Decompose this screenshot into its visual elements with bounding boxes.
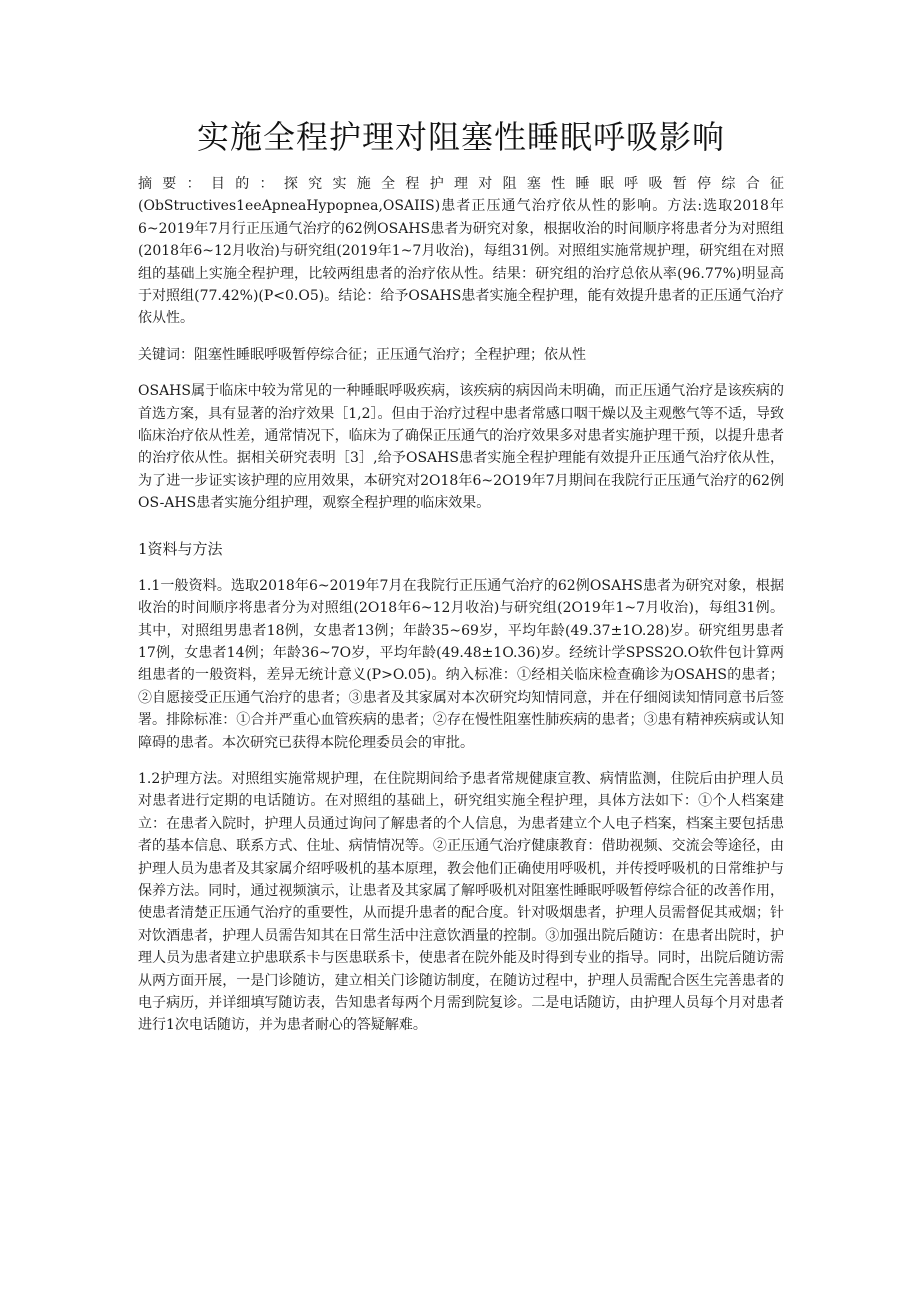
abstract-paragraph: 摘要：目的：探究实施全程护理对阻塞性睡眠呼吸暂停综合征(ObStructives1eeApneaHypopnea,OSAIIS)患者正压通气治疗依从性的影响。方法:选取2018年6~2019年7月行正压通气治疗的62例OSAHS患者为研究对象，根据收治的时间顺序将患者分为对照组(2018年6~12月收治)与研究组(2019年1~7月收治)，每组31例。对照组实施常规护理，研究组在对照组的基础上实施全程护理，比较两组患者的治疗依从性。结果：研究组的治疗总依从率(96.77%)明显高于对照组(77.42%)(P<0.O5)。结论：给予OSAHS患者实施全程护理，能有效提升患者的正压通气治疗依从性。 bbox=[138, 176, 784, 327]
intro-paragraph: OSAHS属于临床中较为常见的一种睡眠呼吸疾病，该疾病的病因尚未明确，而正压通气治疗是该疾病的首选方案，具有显著的治疗效果［1,2］。但由于治疗过程中患者常感口咽干燥以及主观憋气等不适，导致临床治疗依从性差，通常情况下，临床为了确保正压通气的治疗效果多对患者实施护理干预，以提升患者的治疗依从性。据相关研究表明［3］,给予OSAHS患者实施全程护理能有效提升正压通气治疗依从性，为了进一步证实该护理的应用效果，本研究对2O18年6~2O19年7月期间在我院行正压通气治疗的62例OS-AHS患者实施分组护理，观察全程护理的临床效果。 bbox=[138, 383, 784, 512]
paragraph-nursing-methods: 1.2护理方法。对照组实施常规护理，在住院期间给予患者常规健康宣教、病情监测，住院后由护理人员对患者进行定期的电话随访。在对照组的基础上，研究组实施全程护理，具体方法如下：①个人档案建立：在患者入院时，护理人员通过询问了解患者的个人信息，为患者建立个人电子档案，档案主要包括患者的基本信息、联系方式、住址、病情情况等。②正压通气治疗健康教育：借助视频、交流会等途径，由护理人员为患者及其家属介绍呼吸机的基本原理，教会他们正确使用呼吸机，并传授呼吸机的日常维护与保养方法。同时，通过视频演示，让患者及其家属了解呼吸机对阻塞性睡眠呼吸暂停综合征的改善作用，使患者清楚正压通气治疗的重要性，从而提升患者的配合度。针对吸烟患者，护理人员需督促其戒烟；针对饮酒患者，护理人员需告知其在日常生活中注意饮酒量的控制。③加强出院后随访：在患者出院时，护理人员为患者建立护患联系卡与医患联系卡，使患者在院外能及时得到专业的指导。同时，出院后随访需从两方面开展，一是门诊随访，建立相关门诊随访制度，在随访过程中，护理人员需配合医生完善患者的电子病历，并详细填写随访表，告知患者每两个月需到院复诊。二是电话随访，由护理人员每个月对患者进行1次电话随访，并为患者耐心的答疑解难。 bbox=[138, 770, 784, 1034]
keywords-text: 阻塞性睡眠呼吸暂停综合征；正压通气治疗；全程护理；依从性 bbox=[194, 346, 586, 363]
document-title: 实施全程护理对阻塞性睡眠呼吸影响 bbox=[196, 118, 725, 156]
document-page bbox=[138, 0, 784, 1037]
paragraph-general-data: 1.1一般资料。选取2018年6~2019年7月在我院行正压通气治疗的62例OSAHS患者为研究对象，根据收治的时间顺序将患者分为对照组(2O18年6~12月收治)与研究组(2O19年1~7月收治)，每组31例。其中，对照组男患者18例，女患者13例；年龄35~69岁，平均年龄(49.37±1O.28)岁。研究组男患者17例，女患者14例；年龄36~7O岁，平均年龄(49.48±1O.36)岁。经统计学SPSS2O.O软件包计算两组患者的一般资料，差异无统计意义(P>O.05)。纳入标准：①经相关临床检查确诊为OSAHS的患者；②自愿接受正压通气治疗的患者；③患者及其家属对本次研究均知情同意，并在仔细阅读知情同意书后签署。排除标准：①合并严重心血管疾病的患者；②存在慢性阻塞性肺疾病的患者；③患有精神疾病或认知障碍的患者。本次研究已获得本院伦理委员会的审批。 bbox=[138, 577, 784, 751]
keywords-line bbox=[138, 344, 784, 366]
section-heading-materials-methods: 1资料与方法 bbox=[138, 539, 223, 558]
keywords-label: 关键词： bbox=[138, 346, 194, 363]
